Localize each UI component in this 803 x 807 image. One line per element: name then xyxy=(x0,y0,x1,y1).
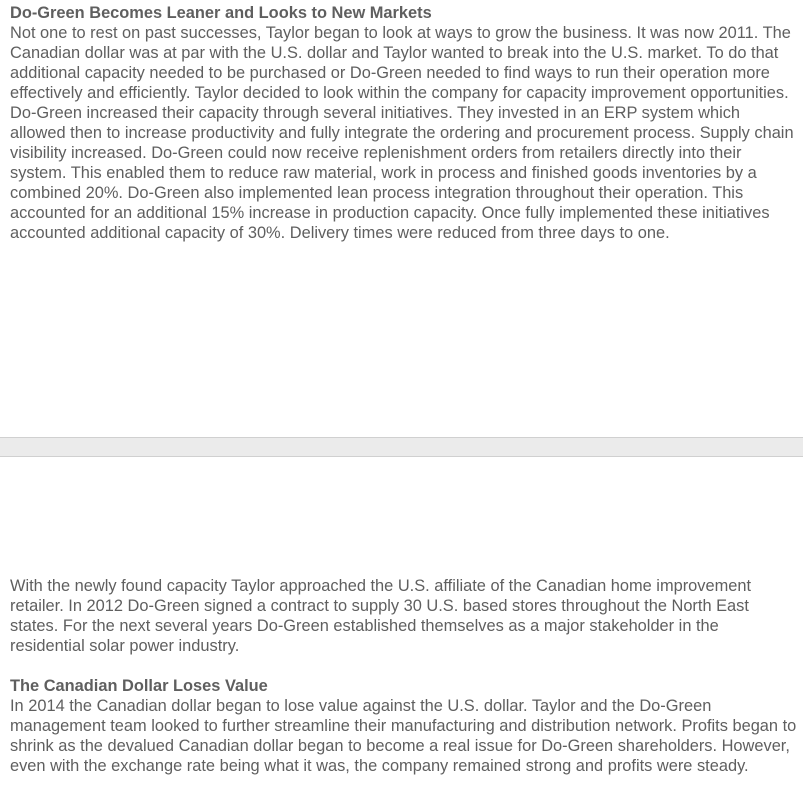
page-break-divider xyxy=(0,437,803,457)
paragraph-leaner: Not one to rest on past successes, Taylor began to look at ways to grow the business. It was now 2011. The Canadian dollar was at par with the U.S. dollar and Taylor wanted to break into the U.S. market. To do that additional capacity needed to be purchased or Do-Green needed to find ways to run their operation more effectively and efficiently. Taylor decided to look within the company for capacity improvement opportunities. Do-Green increased their capacity through several initiatives. They invested in an ERP system which allowed then to increase productivity and fully integrate the ordering and procurement process. Supply chain visibility increased. Do-Green could now receive replenishment orders from retailers directly into their system. This enabled them to reduce raw material, work in process and finished goods inventories by a combined 20%. Do-Green also implemented lean process integration throughout their operation. This accounted for an additional 15% increase in production capacity. Once fully implemented these initiatives accounted additional capacity of 30%. Delivery times were reduced from three days to one. xyxy=(10,24,794,242)
section-heading-leaner: Do-Green Becomes Leaner and Looks to New Markets xyxy=(10,4,432,22)
document-page-bottom xyxy=(10,576,798,776)
document-page-top xyxy=(10,3,798,243)
paragraph-dollar: In 2014 the Canadian dollar began to lose value against the U.S. dollar. Taylor and the Do-Green management team looked to further streamline their manufacturing and distribution network. Profits began to shrink as the devalued Canadian dollar began to become a real issue for Do-Green shareholders. However, even with the exchange rate being what it was, the company remained strong and profits were steady. xyxy=(10,697,797,775)
section-heading-dollar: The Canadian Dollar Loses Value xyxy=(10,677,268,695)
paragraph-new-capacity: With the newly found capacity Taylor approached the U.S. affiliate of the Canadian home improvement retailer. In 2012 Do-Green signed a contract to supply 30 U.S. based stores throughout the North East states. For the next several years Do-Green established themselves as a major stakeholder in the residential solar power industry. xyxy=(10,577,752,655)
